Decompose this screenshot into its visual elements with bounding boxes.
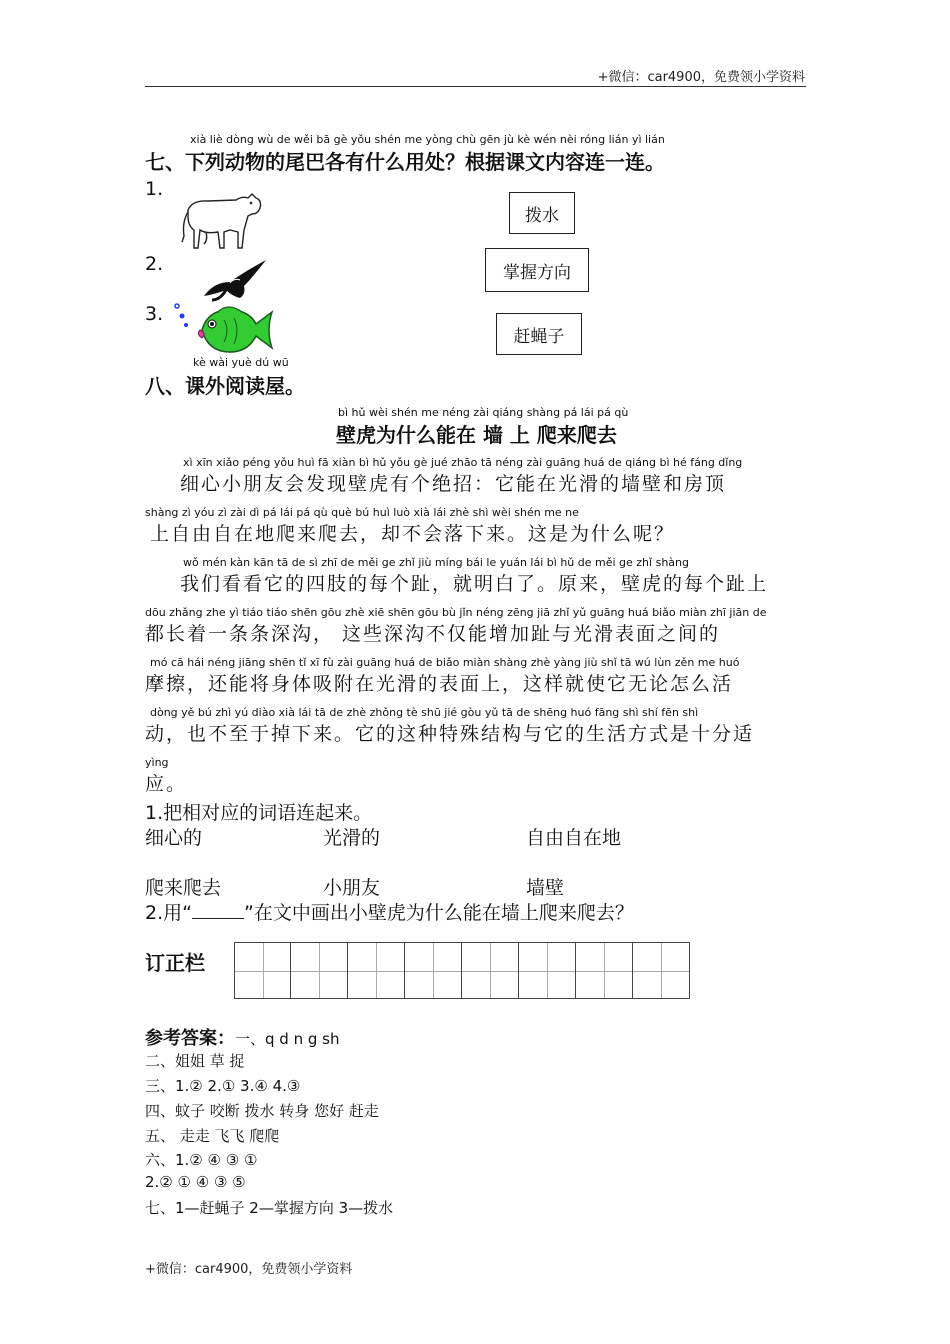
grid-cell[interactable] <box>633 942 690 999</box>
answer-line: 六、1.② ④ ③ ① <box>145 1151 258 1169</box>
swallow-icon <box>200 256 270 302</box>
tail-use-box: 掌握方向 <box>485 248 589 292</box>
story-line: 我们看看它的四肢的每个趾，就明白了。原来，壁虎的每个趾上 <box>180 573 769 595</box>
grid-cell[interactable] <box>576 942 633 999</box>
question-1: 1.把相对应的词语连起来。 <box>145 802 373 824</box>
answer-line: 二、姐姐 草 捉 <box>145 1052 245 1070</box>
word-match: 小朋友 <box>323 877 381 899</box>
line-pinyin: mó cā hái néng jiāng shēn tǐ xī fù zài guāng huá de biǎo miàn shàng zhè yàng jiù shǐ tā wú lùn zěn me huó <box>150 656 740 669</box>
line-pinyin: dòng yě bú zhì yú diào xià lái tā de zhè zhǒng tè shū jié gòu yǔ tā de shēng huó fāng shì shí fēn shì <box>150 706 699 719</box>
grid-cell[interactable] <box>462 942 519 999</box>
header-text: +微信：car4900，免费领小学资料 <box>597 70 805 85</box>
underline-blank <box>192 900 244 919</box>
story-line: 上自由自在地爬来爬去，却不会落下来。这是为什么呢？ <box>150 523 676 545</box>
footer-text: +微信：car4900，免费领小学资料 <box>145 1262 353 1277</box>
header-rule <box>145 86 806 87</box>
line-pinyin: shàng zì yóu zì zài dì pá lái pá qù què bú huì luò xià lái zhè shì wèi shén me ne <box>145 506 579 519</box>
answers-header: 参考答案：一、q d n g sh <box>145 1028 340 1049</box>
section7-pinyin: xià liè dòng wù de wěi bā gè yǒu shén me yòng chù gēn jù kè wén nèi róng lián yì lián <box>190 133 665 146</box>
line-pinyin: yìng <box>145 756 169 769</box>
correction-label: 订正栏 <box>145 951 205 975</box>
answer-line: 七、1—赶蝇子 2—掌握方向 3—拨水 <box>145 1199 394 1217</box>
word-match: 墙壁 <box>526 877 565 899</box>
answer-line: 四、蚊子 咬断 拨水 转身 您好 赶走 <box>145 1102 379 1120</box>
word-match: 光滑的 <box>323 827 381 849</box>
section8-title: 八、课外阅读屋。 <box>145 374 305 398</box>
story-title: 壁虎为什么能在 墙 上 爬来爬去 <box>336 423 617 447</box>
tail-use-box: 赶蝇子 <box>496 313 582 355</box>
story-line: 应。 <box>145 773 188 795</box>
word-match: 自由自在地 <box>526 827 622 849</box>
word-match: 爬来爬去 <box>145 877 222 899</box>
cow-icon <box>178 186 264 256</box>
line-pinyin: dōu zhǎng zhe yì tiáo tiáo shēn gōu zhè xiē shēn gōu bù jǐn néng zēng jiā zhǐ yǔ guāng huá biǎo miàn zhī jiān de <box>145 606 767 619</box>
section8-pinyin: kè wài yuè dú wū <box>193 356 289 369</box>
grid-cell[interactable] <box>405 942 462 999</box>
item-number: 2. <box>145 253 164 275</box>
story-line: 都长着一条条深沟， 这些深沟不仅能增加趾与光滑表面之间的 <box>145 623 721 645</box>
story-line: 细心小朋友会发现壁虎有个绝招：它能在光滑的墙壁和房顶 <box>180 473 727 495</box>
grid-cell[interactable] <box>234 942 291 999</box>
grid-cell[interactable] <box>348 942 405 999</box>
correction-grid <box>234 942 690 999</box>
grid-cell[interactable] <box>519 942 576 999</box>
section7-title: 七、下列动物的尾巴各有什么用处？根据课文内容连一连。 <box>145 150 665 174</box>
question-2: 2.用“ ”在文中画出小壁虎为什么能在墙上爬来爬去？ <box>145 902 634 924</box>
item-number: 3. <box>145 303 164 325</box>
line-pinyin: xì xīn xiǎo péng yǒu huì fā xiàn bì hǔ yǒu gè jué zhāo tā néng zài guāng huá de qiáng bì hé fáng dǐng <box>183 456 743 469</box>
answer-line: 2.② ① ④ ③ ⑤ <box>145 1173 246 1191</box>
line-pinyin: wǒ mén kàn kān tā de sì zhī de měi ge zhǐ jiù míng bái le yuán lái bì hǔ de měi ge zhǐ shàng <box>183 556 689 569</box>
story-line: 摩擦，还能将身体吸附在光滑的表面上，这样就使它无论怎么活 <box>145 673 734 695</box>
story-title-pinyin: bì hǔ wèi shén me néng zài qiáng shàng pá lái pá qù <box>338 406 629 419</box>
answer-line: 五、 走走 飞飞 爬爬 <box>145 1127 280 1145</box>
fish-icon <box>172 300 274 358</box>
answer-line: 三、1.② 2.① 3.④ 4.③ <box>145 1077 301 1095</box>
tail-use-box: 拨水 <box>509 192 575 234</box>
item-number: 1. <box>145 178 164 200</box>
story-line: 动，也不至于掉下来。它的这种特殊结构与它的生活方式是十分适 <box>145 723 755 745</box>
word-match: 细心的 <box>145 827 203 849</box>
grid-cell[interactable] <box>291 942 348 999</box>
